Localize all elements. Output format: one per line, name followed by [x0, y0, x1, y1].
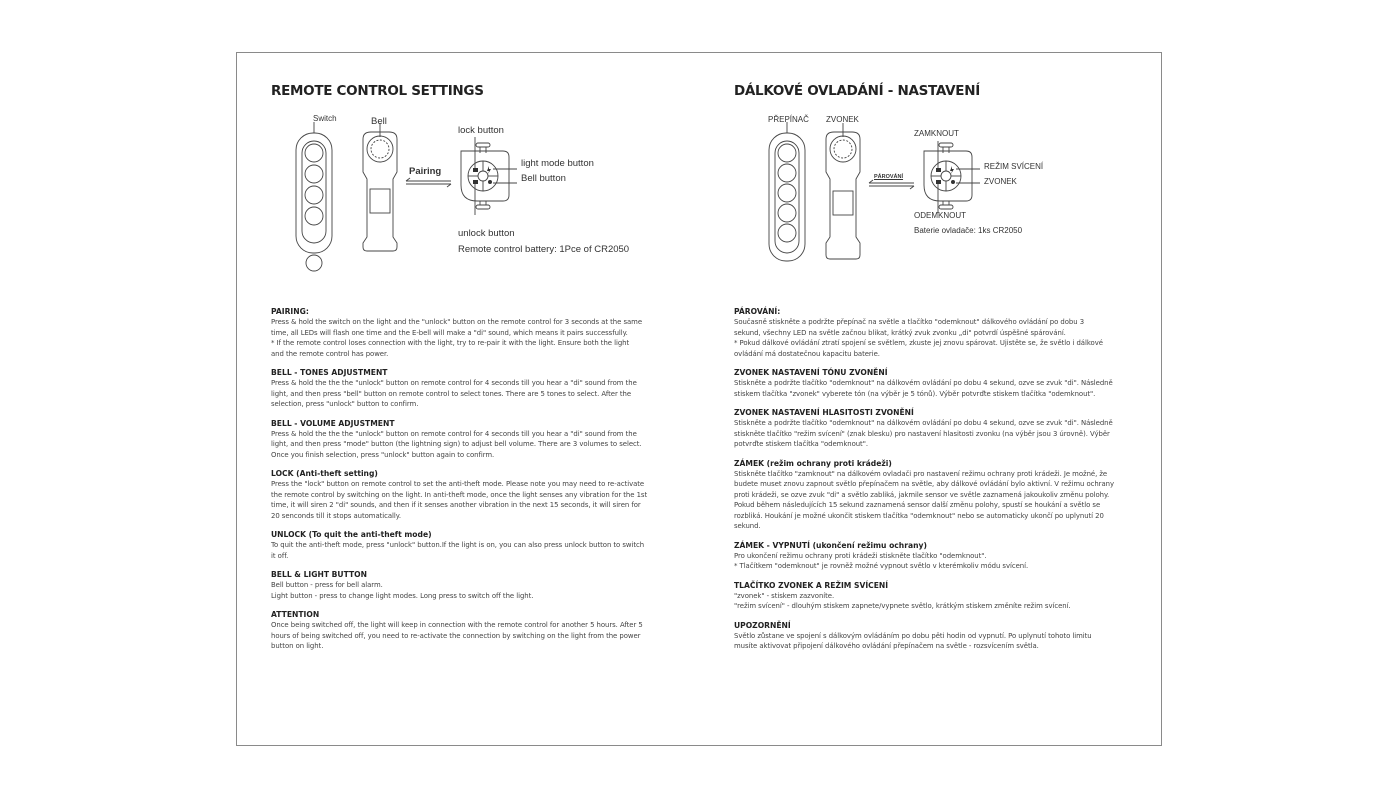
battery-label: Baterie ovladače: 1ks CR2050: [914, 226, 1023, 235]
instructions-czech: [734, 307, 1134, 661]
section-attention: [734, 621, 1134, 652]
light-mode-button-label: REŽIM SVÍCENÍ: [984, 162, 1044, 171]
unlock-icon: [473, 180, 478, 184]
section-unlock: [734, 541, 1134, 572]
section-text: Once being switched off, the light will keep in connection with the remote control for another 5 hours. After 5 hours of being switched off, you need to re-activate the connection by switching on the light from the power button on light.: [271, 621, 643, 650]
section-text: Stiskněte a podržte tlačítko "odemknout" na dálkovém ovládání po dobu 4 sekund, ozve se zvuk "di". Následně stiskem tlačítka "zvonek" vyberete tón (na výběr je 5 tónů). Výběr potvrďte stiskem tlačítka "odemknout".: [734, 379, 1113, 398]
section-bell-tones: [734, 368, 1134, 399]
light-device-icon: [296, 122, 332, 271]
section-heading: TLAČÍTKO ZVONEK A REŽIM SVÍCENÍ: [734, 580, 889, 590]
bell-label: Bell: [371, 116, 387, 127]
remote-control-icon: [924, 141, 980, 213]
section-text: To quit the anti-theft mode, press "unlock" button.If the light is on, you can also press unlock button to switch it off.: [271, 541, 645, 560]
section-text: Press the "lock" button on remote control to set the anti-theft mode. Please note you may need to re-activate the remote control by switching on the light. In anti-theft mode, once the light senses any vibration for the 1st time, it will siren 2 "di" sounds, and then if it senses another vibration in the next 15 seconds, it will siren for 20 senconds till it stops automatically.: [271, 480, 648, 520]
section-pairing: [271, 307, 671, 359]
switch-label: PŘEPÍNAČ: [768, 115, 809, 124]
unlock-button-label: ODEMKNOUT: [914, 211, 966, 220]
instructions: [271, 307, 671, 661]
pairing-arrow-icon: [406, 178, 451, 187]
lock-icon: [473, 168, 478, 172]
remote-diagram-czech: [734, 117, 1134, 287]
section-heading: PAIRING:: [271, 307, 309, 316]
pairing-arrow-icon: [869, 180, 914, 189]
bell-device-icon: [363, 123, 397, 251]
pairing-label: Pairing: [409, 166, 442, 177]
section-heading: PÁROVÁNÍ:: [734, 307, 781, 316]
section-text: Press & hold the the the "unlock" button on remote control for 4 seconds till you hear a "di" sound from the light, and then press "mode" button (the lightning sign) to adjust bell volume. There are 3 volumes to select. Once you finish selection, press "unlock" button again to confirm.: [271, 429, 642, 459]
bell-button-label: ZVONEK: [984, 177, 1017, 186]
page-title-czech: DÁLKOVÉ OVLADÁNÍ - NASTAVENÍ: [734, 83, 980, 99]
section-heading: ZVONEK NASTAVENÍ TÓNU ZVONĚNÍ: [734, 368, 888, 377]
section-text: Pro ukončení režimu ochrany proti krádeži stiskněte tlačítko "odemknout". * Tlačítkem "odemknout" je rovněž možné vypnout světlo v kterémkoliv módu svícení.: [734, 551, 1029, 570]
bell-label: ZVONEK: [826, 115, 859, 124]
section-bell-light-button: [271, 570, 671, 601]
manual-page: [236, 52, 1162, 746]
section-text: Současně stiskněte a podržte přepínač na světle a tlačítko "odemknout" dálkového ovládání po dobu 3 sekund, všechny LED na světle začnou blikat, krátký zvuk zvonku „di" potvrdí úspěšné spárování. * Pokud dálkové ovládání ztratí spojení se světlem, zkuste jej znovu spárovat. Ujistěte se, že světlo i dálkové ovládání má dostatečnou kapacitu baterie.: [734, 318, 1103, 358]
section-text: Stiskněte tlačítko "zamknout" na dálkovém ovladači pro nastavení režimu ochrany proti krádeži. Je možné, že budete muset znovu zapnout světlo přepínačem na světle, aby dálkové ovládání bylo aktivní. V režimu ochrany proti krádeži, se ozve zvuk "di" a světlo zabliká, jakmile sensor ve světle zaznamená jakoukoliv změnu polohy. Pokud během následujících 15 sekund zaznamená sensor další změnu polohy, spustí se houkání a světlo se rozbliká. Houkání je možné ukončit stiskem tlačítka "odemknout" nebo se automaticky ukončí po uplynutí 20 sekund.: [734, 469, 1114, 530]
section-heading: LOCK (Anti-theft setting): [271, 469, 378, 478]
section-bell-volume: [271, 419, 671, 461]
section-heading: BELL - VOLUME ADJUSTMENT: [271, 418, 395, 428]
section-lock: [271, 469, 671, 521]
switch-label: Switch: [313, 114, 337, 123]
section-bell-light-button: [734, 581, 1134, 612]
section-heading: ZVONEK NASTAVENÍ HLASITOSTI ZVONĚNÍ: [734, 408, 914, 417]
bell-device-icon: [826, 123, 860, 259]
bell-icon: [951, 180, 955, 184]
lightning-icon: [950, 166, 954, 174]
section-heading: ZÁMEK - VYPNUTÍ (ukončení režimu ochrany): [734, 540, 927, 550]
section-text: Bell button - press for bell alarm. Light button - press to change light modes. Long press to switch off the light.: [271, 581, 534, 600]
section-bell-volume: [734, 408, 1134, 450]
unlock-icon: [936, 180, 941, 184]
battery-label: Remote control battery: 1Pce of CR2050: [458, 244, 630, 255]
device-illustration-czech: [734, 117, 1134, 287]
pairing-label: PÁROVÁNÍ: [874, 174, 904, 180]
lock-button-label: ZAMKNOUT: [914, 129, 959, 138]
section-heading: BELL & LIGHT BUTTON: [271, 570, 367, 579]
remote-diagram: [271, 114, 671, 287]
device-illustration: [271, 117, 671, 287]
section-heading: BELL - TONES ADJUSTMENT: [271, 368, 388, 377]
section-text: Stiskněte a podržte tlačítko "odemknout" na dálkovém ovládání po dobu 4 sekund, ozve se zvuk "di". Následně stiskněte tlačítko "režim svícení" (znak blesku) pro nastavení hlasitosti zvonku (na výběr jsou 3 úrovně). Výběr potvrďte stiskem tlačítka "odemknout".: [734, 419, 1113, 448]
light-mode-button-label: light mode button: [521, 158, 594, 169]
section-attention: [271, 610, 671, 652]
section-heading: UPOZORNĚNÍ: [734, 620, 791, 630]
page-title: REMOTE CONTROL SETTINGS: [271, 83, 484, 99]
bell-icon: [488, 180, 492, 184]
lightning-icon: [487, 166, 491, 174]
section-bell-tones: [271, 368, 671, 410]
section-text: Světlo zůstane ve spojení s dálkovým ovládáním po dobu pěti hodin od vypnutí. Po uplynutí tohoto limitu musíte aktivovat připojení dálkového ovládání přepínačem na světle - rozsvícením světla.: [734, 631, 1092, 650]
light-device-icon: [769, 122, 805, 261]
remote-control-icon: [461, 137, 517, 215]
unlock-button-label: unlock button: [458, 228, 515, 239]
lock-button-label: lock button: [458, 125, 504, 136]
section-heading: ZÁMEK (režim ochrany proti krádeži): [734, 458, 892, 468]
section-lock: [734, 459, 1134, 532]
bell-button-label: Bell button: [521, 173, 566, 184]
section-text: Press & hold the switch on the light and the "unlock" button on the remote control for 3 seconds at the same time, all LEDs will flash one time and the E-bell will make a "di" sound, which means it pairs successfully. * If the remote control loses connection with the light, try to re-pair it with the light. Ensure both the light and the remote control has power.: [271, 318, 643, 358]
section-heading: ATTENTION: [271, 610, 320, 619]
section-heading: UNLOCK (To quit the anti-theft mode): [271, 530, 432, 539]
section-pairing: [734, 307, 1134, 359]
section-text: "zvonek" - stiskem zazvoníte. "režim svícení" - dlouhým stiskem zapnete/vypnete světlo, krátkým stiskem změníte režim svícení.: [734, 591, 1071, 610]
section-text: Press & hold the the the "unlock" button on remote control for 4 seconds till you hear a "di" sound from the light, and then press "bell" button on remote control to select tones. There are 5 tones to select. After the selection, press "unlock" button to confirm.: [271, 379, 637, 408]
lock-icon: [936, 168, 941, 172]
section-unlock: [271, 530, 671, 561]
